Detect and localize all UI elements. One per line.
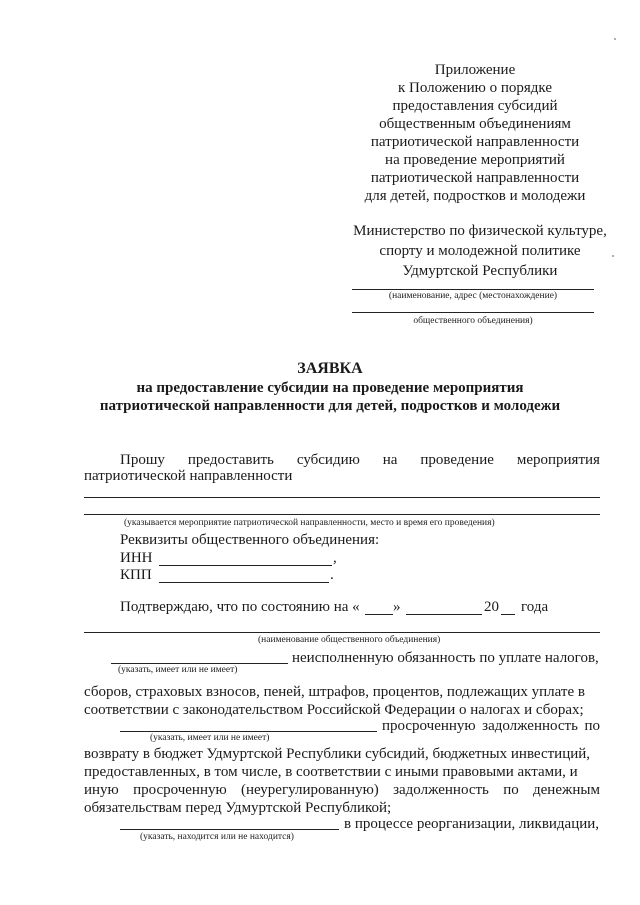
title-subline-1: на предоставление субсидии на проведение мероприятия	[136, 380, 524, 396]
tax-caption: (указать, имеет или не имеет)	[118, 665, 238, 675]
recipient-line: Министерство по физической культуре,	[353, 223, 607, 239]
request-word: на	[382, 452, 398, 468]
title-subline-2: патриотической направленности для детей, подростков и молодежи	[99, 398, 561, 414]
para2-line-3	[84, 781, 600, 799]
kpp-label: КПП	[120, 567, 152, 583]
reorg-text: в процессе реорганизации, ликвидации,	[344, 816, 600, 832]
appendix-line: предоставления субсидий	[392, 98, 558, 114]
org-name-caption: (наименование общественного объединения)	[258, 635, 441, 645]
year-field[interactable]	[501, 614, 515, 615]
event-caption: (указывается мероприятие патриотической направленности, место и время его проведения)	[124, 518, 495, 528]
recipient-line: спорту и молодежной политике	[379, 243, 581, 259]
para2-line-4: обязательствам перед Удмуртской Республикой;	[84, 800, 392, 816]
reorg-status-field[interactable]	[120, 829, 339, 830]
recipient-name-line	[352, 289, 594, 290]
recipient-address-line	[352, 312, 594, 313]
inn-field[interactable]	[159, 565, 332, 566]
inn-label: ИНН	[120, 550, 153, 566]
month-field[interactable]	[406, 614, 482, 615]
debt-word: по	[584, 718, 600, 734]
para2-word: по	[503, 782, 519, 798]
scan-speck	[612, 255, 614, 257]
request-word: мероприятия	[516, 452, 600, 468]
appendix-line: к Положению о порядке	[398, 80, 552, 96]
appendix-line: на проведение мероприятий	[385, 152, 565, 168]
reorg-caption: (указать, находится или не находится)	[140, 832, 294, 842]
document-title: ЗАЯВКА	[297, 360, 363, 377]
org-name-field[interactable]	[84, 632, 600, 633]
debt-word: просроченную	[382, 718, 476, 734]
request-word: Прошу	[120, 452, 165, 468]
debt-text	[382, 717, 600, 735]
para2-line-2: предоставленных, в том числе, в соответствии с иными правовыми актами, и	[84, 764, 578, 780]
day-field[interactable]	[365, 614, 393, 615]
confirm-prefix: Подтверждаю, что по состоянию на «	[120, 599, 360, 615]
tax-status-field[interactable]	[111, 663, 288, 664]
para2-word: денежным	[533, 782, 600, 798]
tax-text: неисполненную обязанность по уплате налогов,	[292, 650, 599, 666]
kpp-end: .	[330, 567, 334, 583]
scan-speck	[614, 38, 616, 40]
debt-caption: (указать, имеет или не имеет)	[150, 733, 270, 743]
recipient-caption-1: (наименование, адрес (местонахождение)	[388, 291, 558, 301]
recipient-block	[335, 221, 625, 281]
appendix-line: общественным объединениям	[379, 116, 571, 132]
close-quote: »	[393, 599, 401, 615]
para1-line-2: соответствии с законодательством Российской Федерации о налогах и сборах;	[84, 702, 584, 718]
inn-end: ,	[333, 550, 337, 566]
appendix-line: патриотической направленности	[370, 170, 580, 186]
para2-word: просроченную	[133, 782, 227, 798]
event-fill-line-1[interactable]	[84, 497, 600, 498]
appendix-block	[350, 61, 600, 205]
para2-word: иную	[84, 782, 119, 798]
request-word: предоставить	[187, 452, 274, 468]
year-suffix: года	[521, 599, 549, 615]
appendix-line: Приложение	[434, 62, 516, 78]
appendix-line: патриотической направленности	[370, 134, 580, 150]
appendix-line: для детей, подростков и молодежи	[364, 188, 586, 204]
requisites-heading: Реквизиты общественного объединения:	[120, 532, 380, 548]
para2-line-1: возврату в бюджет Удмуртской Республики субсидий, бюджетных инвестиций,	[84, 746, 591, 762]
year-prefix: 20	[484, 599, 499, 615]
para2-word: (неурегулированную)	[241, 782, 379, 798]
para1-line-1: сборов, страховых взносов, пеней, штрафов, процентов, подлежащих уплате в	[84, 684, 585, 700]
recipient-line: Удмуртской Республики	[402, 263, 558, 279]
recipient-caption-2: общественного объединения)	[413, 316, 533, 326]
debt-word: задолженность	[482, 718, 578, 734]
para2-word: задолженность	[393, 782, 489, 798]
kpp-field[interactable]	[159, 582, 329, 583]
request-word: субсидию	[296, 452, 360, 468]
debt-status-field[interactable]	[120, 731, 377, 732]
event-fill-line-2[interactable]	[84, 514, 600, 515]
request-line-2: патриотической направленности	[84, 468, 293, 484]
request-word: проведение	[420, 452, 494, 468]
